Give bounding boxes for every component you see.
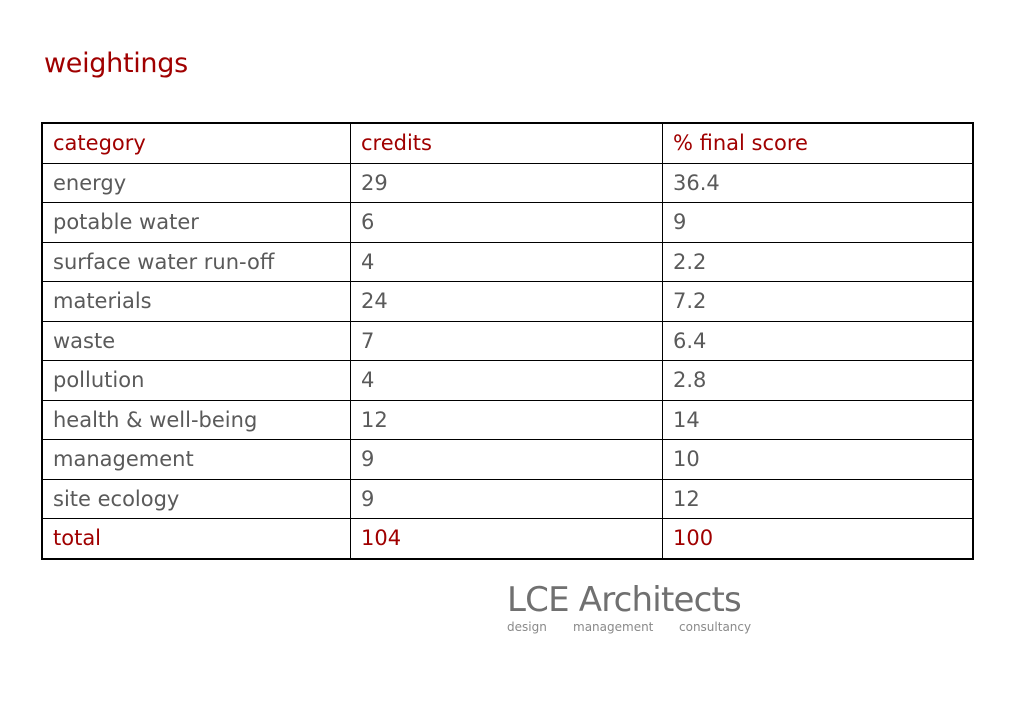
table-row [42, 282, 973, 322]
cell-final-score: 2.8 [663, 361, 974, 401]
cell-final-score: 7.2 [663, 282, 974, 322]
table-header-row [42, 123, 973, 163]
table-row [42, 400, 973, 440]
cell-credits: 4 [351, 361, 663, 401]
cell-credits: 4 [351, 242, 663, 282]
cell-category: energy [42, 163, 351, 203]
cell-category: surface water run-off [42, 242, 351, 282]
table-row [42, 479, 973, 519]
cell-credits: 24 [351, 282, 663, 322]
cell-final-score: 6.4 [663, 321, 974, 361]
table-total-row [42, 519, 973, 559]
cell-category: waste [42, 321, 351, 361]
total-final-score: 100 [663, 519, 974, 559]
cell-category: health & well-being [42, 400, 351, 440]
cell-category: potable water [42, 203, 351, 243]
cell-credits: 29 [351, 163, 663, 203]
table-row [42, 203, 973, 243]
company-logo [507, 580, 767, 634]
cell-category: site ecology [42, 479, 351, 519]
page-title: weightings [44, 48, 188, 79]
cell-final-score: 12 [663, 479, 974, 519]
logo-name: LCE Architects [507, 580, 741, 620]
table-row [42, 440, 973, 480]
cell-credits: 9 [351, 479, 663, 519]
tagline-design: design [507, 620, 547, 634]
table-row [42, 321, 973, 361]
cell-final-score: 14 [663, 400, 974, 440]
total-credits: 104 [351, 519, 663, 559]
header-final-score: % final score [663, 123, 974, 163]
table-row [42, 163, 973, 203]
table-row [42, 242, 973, 282]
logo-tagline [507, 620, 767, 634]
cell-credits: 7 [351, 321, 663, 361]
cell-category: management [42, 440, 351, 480]
cell-category: pollution [42, 361, 351, 401]
tagline-consultancy: consultancy [679, 620, 752, 634]
cell-final-score: 9 [663, 203, 974, 243]
cell-final-score: 10 [663, 440, 974, 480]
table-row [42, 361, 973, 401]
cell-final-score: 36.4 [663, 163, 974, 203]
cell-final-score: 2.2 [663, 242, 974, 282]
cell-credits: 9 [351, 440, 663, 480]
cell-credits: 6 [351, 203, 663, 243]
cell-category: materials [42, 282, 351, 322]
header-category: category [42, 123, 351, 163]
tagline-management: management [573, 620, 654, 634]
cell-credits: 12 [351, 400, 663, 440]
header-credits: credits [351, 123, 663, 163]
total-label: total [42, 519, 351, 559]
weightings-table [41, 122, 974, 560]
